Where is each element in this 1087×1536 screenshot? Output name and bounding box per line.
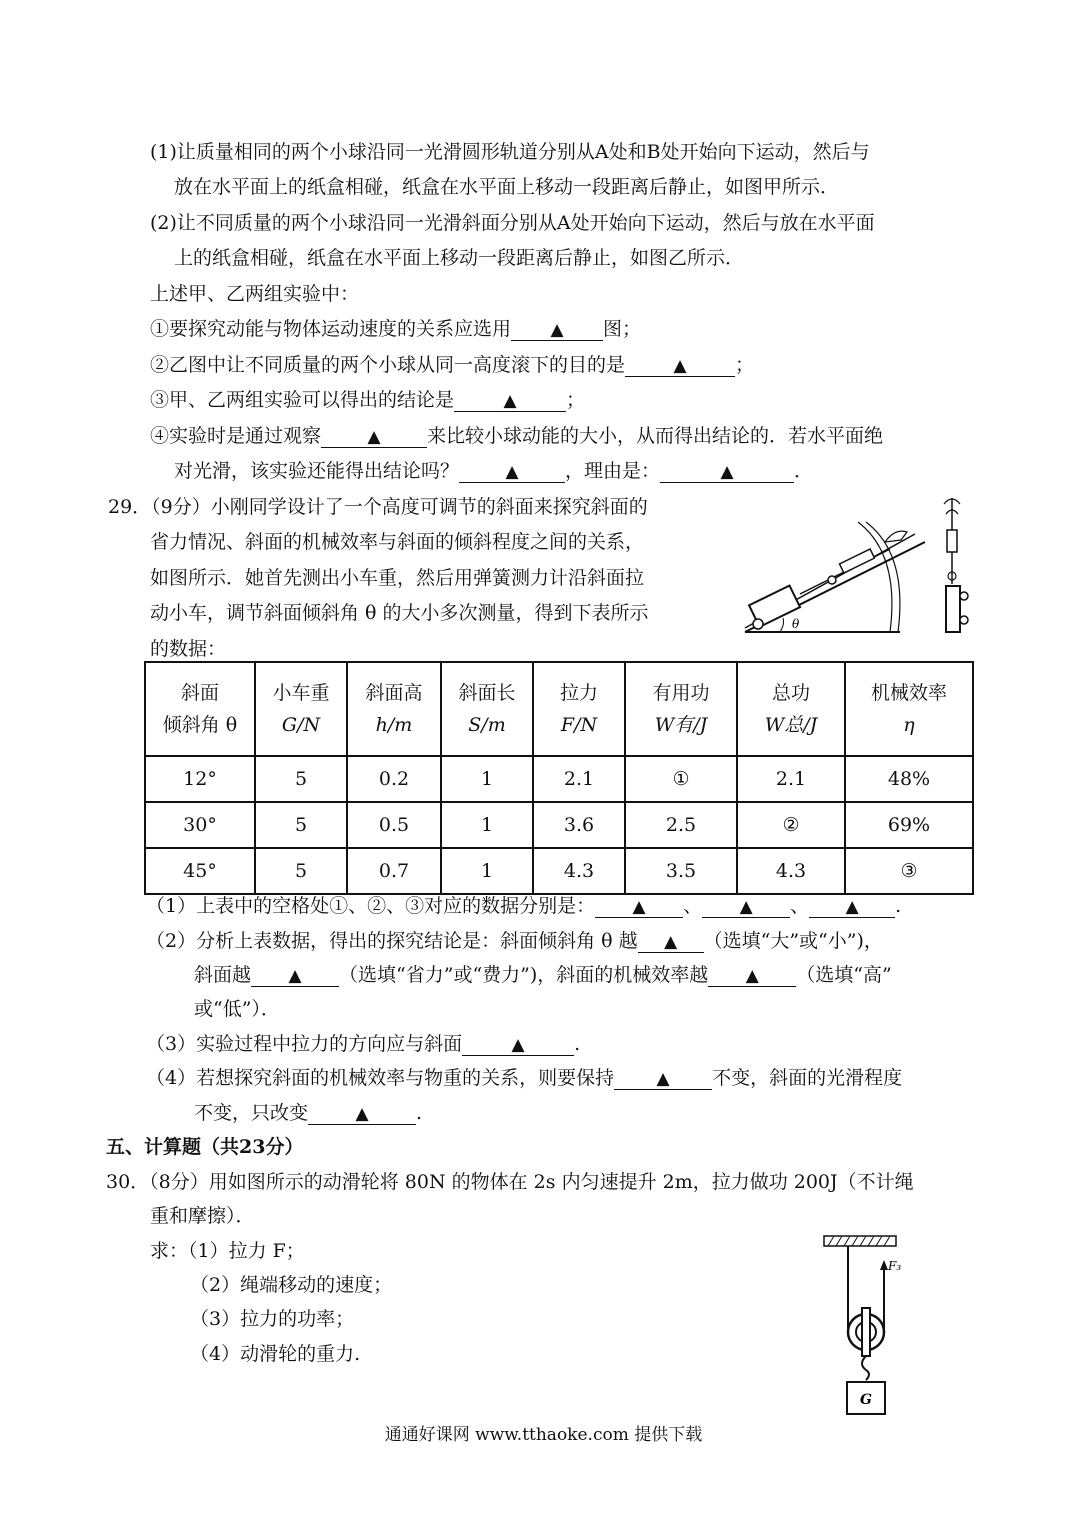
q28-intro: 上述甲、乙两组实验中：: [150, 283, 360, 305]
q29-sub4-line1: [146, 1065, 902, 1091]
q28-item1: [150, 316, 641, 342]
header-cell: 斜面 倾斜角 θ: [145, 662, 255, 756]
q28-item2-text: ②乙图中让不同质量的两个小球从同一高度滚下的目的是: [150, 354, 626, 376]
q29-sub4-text: （4）若想探究斜面的机械效率与物重的关系，则要保持: [146, 1067, 615, 1089]
answer-blank[interactable]: ▲: [308, 1103, 416, 1125]
answer-blank[interactable]: ▲: [595, 896, 683, 918]
table-row: [145, 756, 973, 802]
q29-sub2-text3: （选填“省力”或“费力”)，斜面的机械效率越: [339, 964, 709, 986]
table-cell: 3.6: [533, 802, 625, 848]
q29-sub3-text: （3）实验过程中拉力的方向应与斜面: [146, 1033, 463, 1055]
angle-label: θ: [792, 617, 800, 631]
force-label: F₃: [888, 1259, 902, 1273]
header-cell: 总功 W总/J: [737, 662, 845, 756]
answer-blank[interactable]: ▲: [708, 965, 796, 987]
table-cell: ③: [845, 848, 973, 894]
incline-figure: [740, 494, 980, 640]
q29-sub1-text: （1）上表中的空格处①、②、③对应的数据分别是：: [146, 895, 596, 917]
q29-sub4-text3: 不变，只改变: [194, 1102, 309, 1124]
q29-line3: 如图所示．她首先测出小车重，然后用弹簧测力计沿斜面拉: [150, 567, 645, 589]
answer-blank[interactable]: ▲: [251, 965, 339, 987]
q29-sub4-line2: [194, 1100, 422, 1126]
table-cell: 45°: [145, 848, 255, 894]
q28-item4-text3: 对光滑，该实验还能得出结论吗？: [174, 460, 460, 482]
table-cell: 1: [441, 756, 533, 802]
table-cell: 4.3: [737, 848, 845, 894]
period: .: [895, 895, 902, 917]
table-cell: ②: [737, 802, 845, 848]
q29-sub1: [146, 893, 901, 919]
table-cell: 1: [441, 848, 533, 894]
table-cell: 1: [441, 802, 533, 848]
q28-item3-text: ③甲、乙两组实验可以得出的结论是: [150, 389, 455, 411]
weight-label: G: [860, 1392, 872, 1408]
answer-blank[interactable]: ▲: [702, 896, 790, 918]
table-cell: 5: [255, 848, 347, 894]
q28-part1-line1: (1)让质量相同的两个小球沿同一光滑圆形轨道分别从A处和B处开始向下运动，然后与: [150, 141, 870, 163]
header-cell: 小车重 G/N: [255, 662, 347, 756]
table-cell: 5: [255, 802, 347, 848]
answer-blank[interactable]: ▲: [660, 461, 794, 483]
q29-sub2-line3: 或“低”）．: [194, 998, 280, 1020]
q29-sub2-hint2: （选填“高”: [796, 964, 892, 986]
answer-blank[interactable]: ▲: [459, 461, 565, 483]
q29-line4: 动小车，调节斜面倾斜角 θ 的大小多次测量，得到下表所示: [150, 602, 649, 624]
table-cell: 2.1: [737, 756, 845, 802]
period: .: [574, 1033, 581, 1055]
q30-ask1: 求：（1）拉力 F；: [150, 1240, 305, 1262]
q29-sub2-hint: （选填“大”或“小”)，: [703, 930, 883, 952]
q29-line5: 的数据：: [150, 638, 227, 660]
data-table: [144, 661, 974, 895]
header-cell: 拉力 F/N: [533, 662, 625, 756]
period: .: [416, 1102, 423, 1124]
table-cell: 30°: [145, 802, 255, 848]
header-cell: 斜面长 S/m: [441, 662, 533, 756]
q28-item2: [150, 352, 754, 378]
q30-line2: 重和摩擦）．: [150, 1205, 255, 1227]
answer-blank[interactable]: ▲: [809, 896, 895, 918]
q28-item4-line2: [174, 458, 813, 484]
table-cell: 2.1: [533, 756, 625, 802]
table-cell: 5: [255, 756, 347, 802]
header-cell: 机械效率 η: [845, 662, 973, 756]
q28-item3-tail: ；: [566, 389, 586, 411]
q29-sub2-line1: [146, 928, 883, 954]
table-cell: 2.5: [625, 802, 737, 848]
q29-sub2-text2: 斜面越: [194, 964, 252, 986]
q29-line1: 29．（9分）小刚同学设计了一个高度可调节的斜面来探究斜面的: [108, 496, 648, 518]
q29-sub4-text2: 不变，斜面的光滑程度: [712, 1067, 903, 1089]
q30-line1: 30．（8分）用如图所示的动滑轮将 80N 的物体在 2s 内匀速提升 2m，拉力做功 200J（不计绳: [106, 1171, 914, 1193]
answer-blank[interactable]: ▲: [614, 1068, 712, 1090]
separator: 、: [790, 895, 810, 917]
q29-line2: 省力情况、斜面的机械效率与斜面的倾斜程度之间的关系，: [150, 531, 645, 553]
table-cell: 48%: [845, 756, 973, 802]
separator: 、: [683, 895, 703, 917]
table-cell: 0.7: [347, 848, 441, 894]
q28-item4-line1: [150, 423, 883, 449]
q28-part2-line2: 上的纸盒相碰，纸盒在水平面上移动一段距离后静止，如图乙所示．: [174, 247, 745, 269]
q28-item1-text: ①要探究动能与物体运动速度的关系应选用: [150, 318, 512, 340]
q30-ask2: （2）绳端移动的速度；: [190, 1274, 393, 1296]
table-row: [145, 848, 973, 894]
q28-item4-text4: ，理由是：: [565, 460, 661, 482]
table-cell: 0.5: [347, 802, 441, 848]
q28-part1-line2: 放在水平面上的纸盒相碰，纸盒在水平面上移动一段距离后静止，如图甲所示．: [174, 176, 840, 198]
header-cell: 有用功 W有/J: [625, 662, 737, 756]
footer: 通通好课网 www.tthaoke.com 提供下载: [384, 1425, 703, 1445]
table-cell: ①: [625, 756, 737, 802]
answer-blank[interactable]: ▲: [462, 1034, 574, 1056]
q29-sub2-line2: [194, 962, 892, 988]
answer-blank[interactable]: ▲: [511, 319, 603, 341]
q28-item4-text: ④实验时是通过观察: [150, 425, 322, 447]
pulley-figure: [820, 1232, 910, 1422]
answer-blank[interactable]: ▲: [454, 390, 566, 412]
q28-part2-line1: (2)让不同质量的两个小球沿同一光滑斜面分别从A处开始向下运动，然后与放在水平面: [150, 212, 875, 234]
q28-item3: [150, 387, 585, 413]
table-cell: 3.5: [625, 848, 737, 894]
q28-item1-tail: 图；: [603, 318, 642, 340]
answer-blank[interactable]: ▲: [625, 355, 735, 377]
q30-ask4: （4）动滑轮的重力.: [190, 1343, 361, 1365]
q28-item2-tail: ；: [735, 354, 755, 376]
table-cell: 0.2: [347, 756, 441, 802]
table-cell: 12°: [145, 756, 255, 802]
header-cell: 斜面高 h/m: [347, 662, 441, 756]
q29-sub3: [146, 1031, 580, 1057]
table-row: [145, 802, 973, 848]
q30-ask3: （3）拉力的功率；: [190, 1308, 355, 1330]
table-cell: 69%: [845, 802, 973, 848]
table-cell: 4.3: [533, 848, 625, 894]
section-title: 五、计算题（共23分）: [106, 1136, 304, 1158]
table-header-row: [145, 662, 973, 756]
answer-blank[interactable]: ▲: [321, 426, 427, 448]
q29-sub2-text: （2）分析上表数据，得出的探究结论是：斜面倾斜角 θ 越: [146, 930, 638, 952]
q28-item4-tail: ．: [794, 460, 814, 482]
q28-item4-text2: 来比较小球动能的大小，从而得出结论的．若水平面绝: [427, 425, 884, 447]
answer-blank[interactable]: ▲: [638, 931, 704, 953]
